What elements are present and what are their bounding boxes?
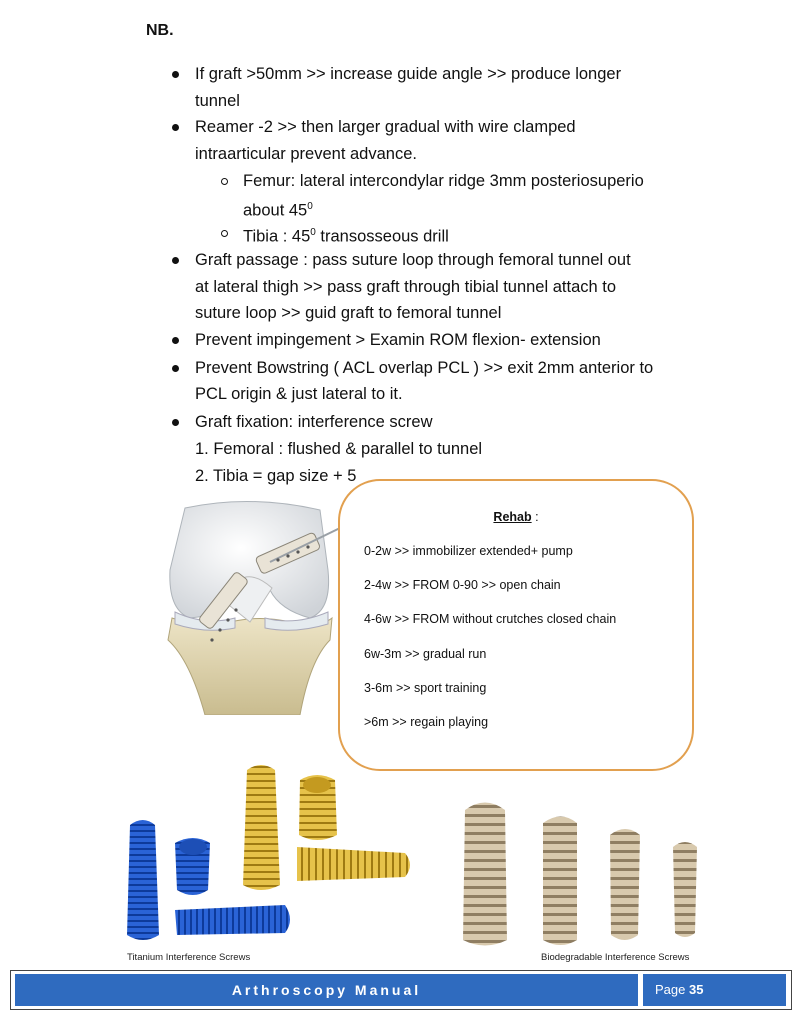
rehab-title: [340, 510, 692, 524]
bullet-text: Graft passage : pass suture loop through femoral tunnel out: [195, 251, 631, 269]
bullet-dot: [172, 124, 179, 131]
rehab-item: >6m >> regain playing: [364, 715, 489, 729]
rehab-item: 0-2w >> immobilizer extended+ pump: [364, 544, 573, 558]
sub-bullet-text: [243, 197, 313, 221]
bullet-text: Graft fixation: interference screw: [195, 413, 433, 431]
rehab-box: [338, 479, 694, 771]
superscript: 0: [310, 227, 316, 238]
titanium-caption: Titanium Interference Screws: [127, 952, 251, 963]
sub-bullet-text: [243, 223, 449, 247]
bullet-text: If graft >50mm >> increase guide angle >> produce longer: [195, 65, 622, 83]
bullet-text: Prevent impingement > Examin ROM flexion- extension: [195, 331, 601, 349]
text-run: transosseous drill: [315, 227, 449, 246]
biodegradable-caption: Biodegradable Interference Screws: [541, 952, 690, 963]
numbered-item: 2. Tibia = gap size + 5: [195, 467, 357, 485]
sub-bullet-circle: [221, 230, 228, 237]
bullet-text: at lateral thigh >> pass graft through tibial tunnel attach to: [195, 278, 617, 296]
numbered-item: 1. Femoral : flushed & parallel to tunnel: [195, 440, 483, 458]
interference-screws-illustration: [115, 755, 715, 955]
bullet-text: suture loop >> guid graft to femoral tunnel: [195, 304, 502, 322]
footer-page: [643, 974, 786, 1006]
bullet-dot: [172, 365, 179, 372]
section-heading: NB.: [146, 22, 174, 39]
text-run: Tibia : 45: [243, 227, 311, 246]
footer-title: Arthroscopy Manual: [15, 974, 638, 1006]
page-label: Page: [655, 982, 686, 997]
knee-acl-illustration: [160, 500, 340, 715]
bullet-text: PCL origin & just lateral to it.: [195, 385, 403, 403]
bullet-dot: [172, 337, 179, 344]
bullet-text: Prevent Bowstring ( ACL overlap PCL ) >> exit 2mm anterior to: [195, 359, 654, 377]
rehab-item: 3-6m >> sport training: [364, 681, 487, 695]
page-number: 35: [689, 982, 704, 997]
rehab-item: 4-6w >> FROM without crutches closed chain: [364, 612, 617, 626]
bullet-dot: [172, 419, 179, 426]
bullet-text: intraarticular prevent advance.: [195, 145, 417, 163]
bullet-text: Reamer -2 >> then larger gradual with wire clamped: [195, 118, 576, 136]
rehab-title-colon: :: [531, 510, 539, 524]
rehab-title-text: Rehab: [493, 510, 532, 524]
bullet-text: tunnel: [195, 92, 240, 110]
text-run: about 45: [243, 201, 308, 220]
rehab-item: 6w-3m >> gradual run: [364, 647, 487, 661]
superscript: 0: [307, 201, 313, 212]
bullet-dot: [172, 71, 179, 78]
sub-bullet-text: Femur: lateral intercondylar ridge 3mm posteriosuperio: [243, 172, 644, 190]
bullet-dot: [172, 257, 179, 264]
sub-bullet-circle: [221, 178, 228, 185]
rehab-item: 2-4w >> FROM 0-90 >> open chain: [364, 578, 561, 592]
